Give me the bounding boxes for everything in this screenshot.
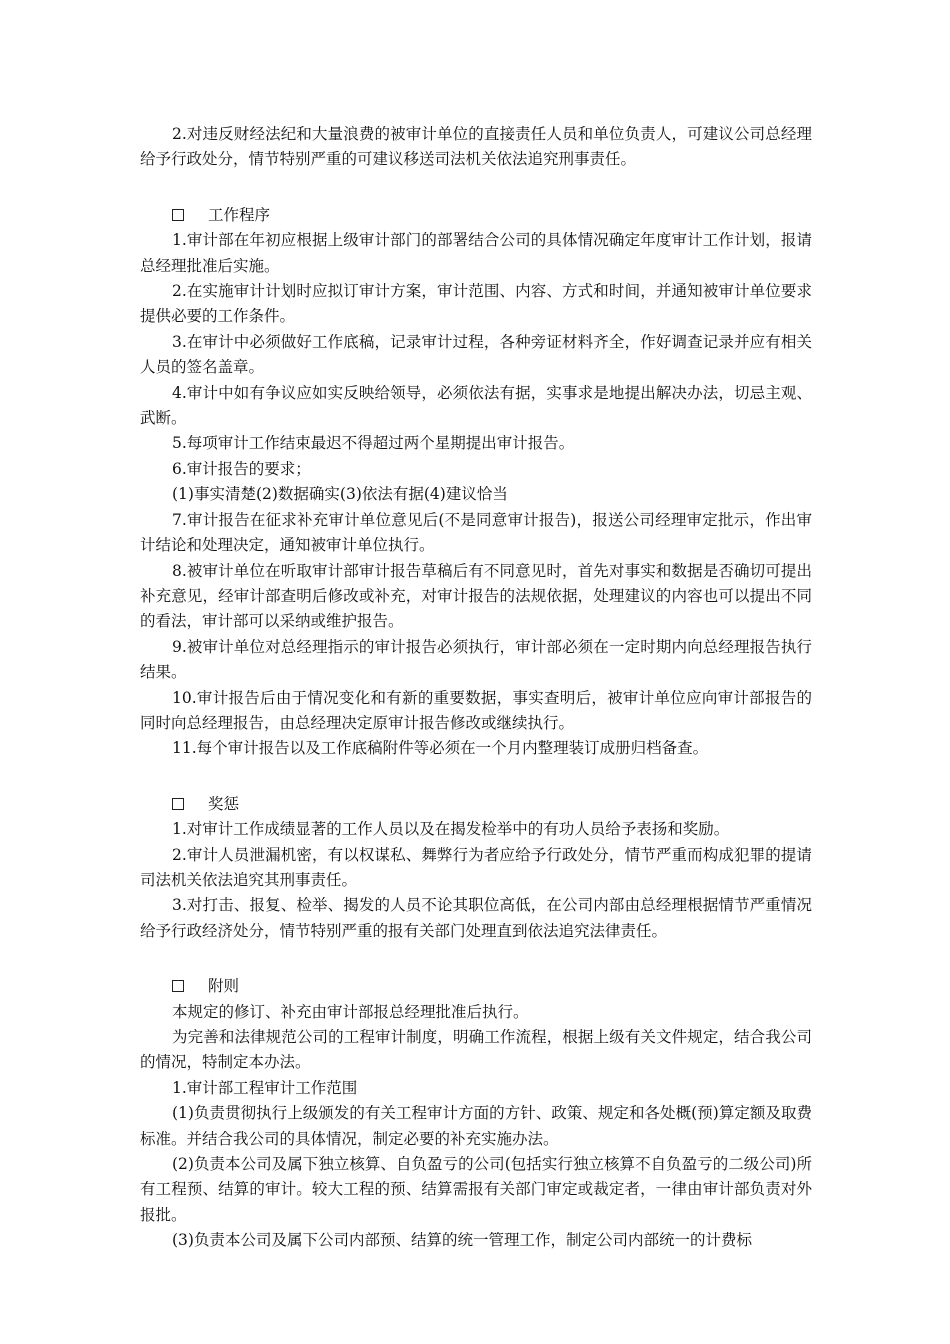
section-heading-appendix — [140, 974, 812, 999]
paragraph: 为完善和法律规范公司的工程审计制度，明确工作流程，根据上级有关文件规定，结合我公司的情况，特制定本办法。 — [140, 1028, 812, 1072]
checkbox-square-icon — [172, 798, 184, 810]
paragraph: (1)事实清楚(2)数据确实(3)依法有据(4)建议恰当 — [172, 485, 508, 504]
paragraph: (1)负责贯彻执行上级颁发的有关工程审计方面的方针、政策、规定和各处概(预)算定额及取费标准。并结合我公司的具体情况，制定必要的补充实施办法。 — [140, 1104, 812, 1148]
intro-paragraph: 2.对违反财经法纪和大量浪费的被审计单位的直接责任人员和单位负责人，可建议公司总经理给予行政处分，情节特别严重的可建议移送司法机关依法追究刑事责任。 — [140, 125, 812, 169]
paragraph: 1.审计部工程审计工作范围 — [172, 1078, 358, 1097]
paragraph: 3.在审计中必须做好工作底稿，记录审计过程，各种旁证材料齐全，作好调查记录并应有相关人员的签名盖章。 — [140, 332, 812, 377]
section-title: 工作程序 — [208, 205, 271, 224]
section-title: 附则 — [208, 977, 240, 996]
paragraph: 10.审计报告后由于情况变化和有新的重要数据，事实查明后，被审计单位应向审计部报告的同时向总经理报告，由总经理决定原审计报告修改或继续执行。 — [140, 688, 812, 732]
paragraph: 本规定的修订、补充由审计部报总经理批准后执行。 — [172, 1002, 529, 1021]
checkbox-square-icon — [172, 980, 184, 992]
section-heading-procedure — [140, 203, 812, 228]
checkbox-square-icon — [172, 209, 184, 221]
paragraph: 8.被审计单位在听取审计部审计报告草稿后有不同意见时，首先对事实和数据是否确切可提出补充意见，经审计部查明后修改或补充，对审计报告的法规依据，处理建议的内容也可以提出不同的看法，审计部可以采纳或维护报告。 — [140, 561, 812, 631]
paragraph: 4.审计中如有争议应如实反映给领导，必须依法有据，实事求是地提出解决办法，切忌主观、武断。 — [140, 383, 812, 428]
paragraph: 7.审计报告在征求补充审计单位意见后(不是同意审计报告)，报送公司经理审定批示，作出审计结论和处理决定，通知被审计单位执行。 — [140, 510, 812, 555]
document-page — [140, 122, 812, 1254]
paragraph: 11.每个审计报告以及工作底稿附件等必须在一个月内整理装订成册归档备查。 — [172, 739, 709, 758]
section-title: 奖惩 — [208, 794, 240, 813]
paragraph: 3.对打击、报复、检举、揭发的人员不论其职位高低，在公司内部由总经理根据情节严重情况给予行政经济处分，情节特别严重的报有关部门处理直到依法追究法律责任。 — [140, 896, 812, 940]
paragraph: 2.审计人员泄漏机密，有以权谋私、舞弊行为者应给予行政处分，情节严重而构成犯罪的提请司法机关依法追究其刑事责任。 — [140, 845, 812, 889]
paragraph: 9.被审计单位对总经理指示的审计报告必须执行，审计部必须在一定时期内向总经理报告执行结果。 — [140, 637, 812, 682]
paragraph: 2.在实施审计计划时应拟订审计方案，审计范围、内容、方式和时间，并通知被审计单位要求提供必要的工作条件。 — [140, 282, 812, 326]
paragraph: (2)负责本公司及属下独立核算、自负盈亏的公司(包括实行独立核算不自负盈亏的二级公司)所有工程预、结算的审计。较大工程的预、结算需报有关部门审定或裁定者，一律由审计部负责对外报批。 — [140, 1155, 812, 1224]
paragraph: 5.每项审计工作结束最迟不得超过两个星期提出审计报告。 — [172, 434, 575, 453]
paragraph: 1.审计部在年初应根据上级审计部门的部署结合公司的具体情况确定年度审计工作计划，报请总经理批准后实施。 — [140, 231, 812, 275]
paragraph: 1.对审计工作成绩显著的工作人员以及在揭发检举中的有功人员给予表扬和奖励。 — [172, 820, 730, 839]
paragraph: 6.审计报告的要求； — [172, 459, 311, 478]
section-heading-rewards — [140, 792, 812, 817]
paragraph: (3)负责本公司及属下公司内部预、结算的统一管理工作，制定公司内部统一的计费标 — [172, 1231, 752, 1250]
